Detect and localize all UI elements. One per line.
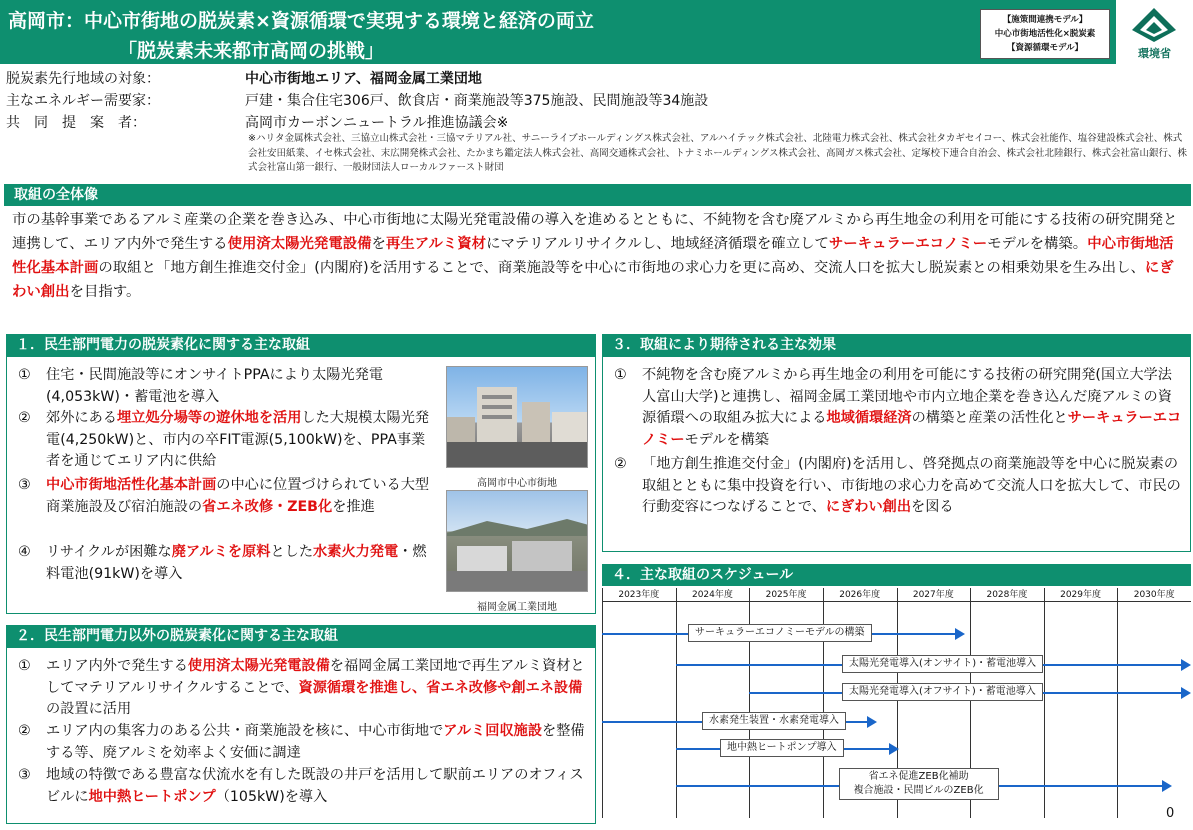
sec2-heading: ２．民生部門電力以外の脱炭素化に関する主な取組 bbox=[6, 625, 596, 647]
schedule-bar-label: サーキュラーエコノミーモデルの構築 bbox=[688, 624, 872, 642]
arrow-right-icon bbox=[889, 743, 899, 755]
industrial-park-photo bbox=[446, 490, 588, 592]
schedule-gridline bbox=[1044, 588, 1045, 818]
page-title: 高岡市：中心市街地の脱炭素×資源循環で実現する環境と経済の両立 bbox=[8, 10, 594, 32]
schedule-bar-label: 省エネ促進ZEB化補助 複合施設・民間ビルのZEB化 bbox=[839, 768, 999, 800]
partners-note: ※ハリタ金属株式会社、三協立山株式会社・三協マテリアル社、サニーライブホールディングス株式会社、アルハイテック株式会社、北陸電力株式会社、株式会社タカギセイコー、株式会社能作、塩谷建設株式会社、株式会社安田紙業、イセ株式会社、末広開発株式会社、たかまち鑑定法人株式会社、高岡交通株式会社、トナミホールディングス株式会社、高岡ガス株式会社、定塚校下連合自治会、株式会社北陸銀行、株式会社富山銀行、株式会社富山第一銀行、一般財団法人ローカルファースト財団 bbox=[248, 133, 1187, 173]
schedule-chart bbox=[602, 588, 1191, 826]
sec3-item-1: ① 不純物を含む廃アルミから再生地金の利用を可能にする技術の研究開発(国立大学法人富山大学)と連携し、福岡金属工業団地や市内立地企業を巻き込んだ廃アルミの資源循環への取組み拡大による地域循環経済の構築と産業の活性化とサーキュラーエコノミーモデルを構築 bbox=[614, 367, 1182, 448]
moe-mountain-icon bbox=[1130, 6, 1178, 44]
schedule-bar-label: 水素発生装置・水素発電導入 bbox=[702, 712, 846, 730]
schedule-bar-label: 地中熱ヒートポンプ導入 bbox=[720, 739, 844, 757]
sec2-item-2: ② エリア内の集客力のある公共・商業施設を核に、中心市街地でアルミ回収施設を整備する等、廃アルミを効率よく安価に調達 bbox=[18, 723, 585, 761]
schedule-year-2026年度: 2026年度 bbox=[823, 588, 897, 602]
sec3-item-2: ② 「地方創生推進交付金」(内閣府)を活用し、啓発拠点の商業施設等を中心に脱炭素の取組とともに集中投資を行い、市街地の求心力を高めて交流人口を拡大して、市民の行動変容につなげることで、にぎわい創出を図る bbox=[614, 456, 1181, 515]
sec1-item-3: ③ 中心市街地活性化基本計画の中心に位置づけられている大型商業施設及び宿泊施設の省エネ改修・ZEB化を推進 bbox=[18, 477, 430, 515]
arrow-right-icon bbox=[1162, 780, 1172, 792]
schedule-bar-label: 太陽光発電導入(オフサイト)・蓄電池導入 bbox=[842, 683, 1043, 701]
sec1-heading: １．民生部門電力の脱炭素化に関する主な取組 bbox=[6, 334, 596, 356]
arrow-right-icon bbox=[1181, 659, 1191, 671]
arrow-right-icon bbox=[955, 628, 965, 640]
schedule-gridline bbox=[602, 588, 603, 818]
model-line-2: 中心市街地活性化×脱炭素 bbox=[994, 29, 1096, 39]
schedule-year-2027年度: 2027年度 bbox=[897, 588, 971, 602]
schedule-gridline bbox=[1117, 588, 1118, 818]
schedule-bar-label: 太陽光発電導入(オンサイト)・蓄電池導入 bbox=[842, 655, 1043, 673]
page-subtitle: 「脱炭素未来都市高岡の挑戦」 bbox=[118, 40, 385, 62]
sec1-item-4: ④ リサイクルが困難な廃アルミを原料とした水素火力発電・燃料電池(91kW)を導入 bbox=[18, 544, 427, 582]
industrial-park-caption: 福岡金属工業団地 bbox=[477, 602, 557, 613]
arrow-right-icon bbox=[1181, 687, 1191, 699]
schedule-year-2023年度: 2023年度 bbox=[602, 588, 676, 602]
proposer-value: 高岡市カーボンニュートラル推進協議会※ bbox=[245, 115, 509, 131]
model-line-3: 【資源循環モデル】 bbox=[1006, 43, 1084, 53]
overview-heading: 取組の全体像 bbox=[4, 184, 1191, 206]
sec1-item-1: ① 住宅・民間施設等にオンサイトPPAにより太陽光発電(4,053kW)・蓄電池を導入 bbox=[18, 367, 384, 405]
ministry-label: 環境省 bbox=[1138, 47, 1171, 60]
schedule-gridline bbox=[676, 588, 677, 818]
sec3-heading: ３．取組により期待される主な効果 bbox=[602, 334, 1191, 356]
city-buildings-icon bbox=[447, 367, 588, 468]
overview-text: 市の基幹事業であるアルミ産業の企業を巻き込み、中心市街地に太陽光発電設備の導入を進めるとともに、不純物を含む廃アルミから再生地金の利用を可能にする技術の研究開発と連携して、エリア内外で発生する使用済太陽光発電設備を再生アルミ資材にマテリアルリサイクルし、地域経済循環を確立してサーキュラーエコノミーモデルを構築。中心市街地活性化基本計画の取組と「地方創生推進交付金」(内閣府)を活用することで、商業施設等を中心に市街地の求心力を更に高め、交流人口を拡大し脱炭素との相乗効果を生み出し、にぎわい創出を目指す。 bbox=[12, 212, 1178, 300]
target-label: 脱炭素先行地域の対象： bbox=[6, 71, 160, 87]
consumers-value: 戸建・集合住宅306戸、飲食店・商業施設等375施設、民間施設等34施設 bbox=[245, 93, 709, 109]
page-number: 0 bbox=[1166, 806, 1175, 821]
consumers-label: 主なエネルギー需要家： bbox=[6, 93, 160, 109]
model-type-box bbox=[980, 9, 1110, 59]
schedule-gridline bbox=[823, 588, 824, 818]
ministry-logo bbox=[1116, 0, 1193, 64]
arrow-right-icon bbox=[867, 716, 877, 728]
city-center-caption: 高岡市中心市街地 bbox=[477, 478, 557, 489]
proposer-label: 共 同 提 案 者： bbox=[6, 115, 146, 131]
sec2-item-3: ③ 地域の特徴である豊富な伏流水を有した既設の井戸を活用して駅前エリアのオフィスビルに地中熱ヒートポンプ（105kW)を導入 bbox=[18, 767, 584, 805]
schedule-gridline bbox=[749, 588, 750, 818]
sec1-item-2: ② 郊外にある埋立処分場等の遊休地を活用した大規模太陽光発電(4,250kW)と、市内の卒FIT電源(5,100kW)を、PPA事業者を通じてエリア内に供給 bbox=[18, 410, 430, 469]
schedule-year-2024年度: 2024年度 bbox=[676, 588, 750, 602]
schedule-year-2025年度: 2025年度 bbox=[749, 588, 823, 602]
sec2-item-1: ① エリア内外で発生する使用済太陽光発電設備を福岡金属工業団地で再生アルミ資材としてマテリアルリサイクルすることで、資源循環を推進し、省エネ改修や創エネ設備の設置に活用 bbox=[18, 658, 585, 717]
schedule-year-2028年度: 2028年度 bbox=[970, 588, 1044, 602]
target-value: 中心市街地エリア、福岡金属工業団地 bbox=[245, 71, 482, 87]
model-line-1: 【施策間連携モデル】 bbox=[1002, 15, 1088, 25]
city-center-photo bbox=[446, 366, 588, 468]
header-banner bbox=[0, 0, 1193, 64]
schedule-year-2030年度: 2030年度 bbox=[1117, 588, 1191, 602]
sec4-heading: ４．主な取組のスケジュール bbox=[602, 564, 1191, 586]
schedule-year-2029年度: 2029年度 bbox=[1044, 588, 1118, 602]
factory-icon bbox=[447, 491, 588, 592]
